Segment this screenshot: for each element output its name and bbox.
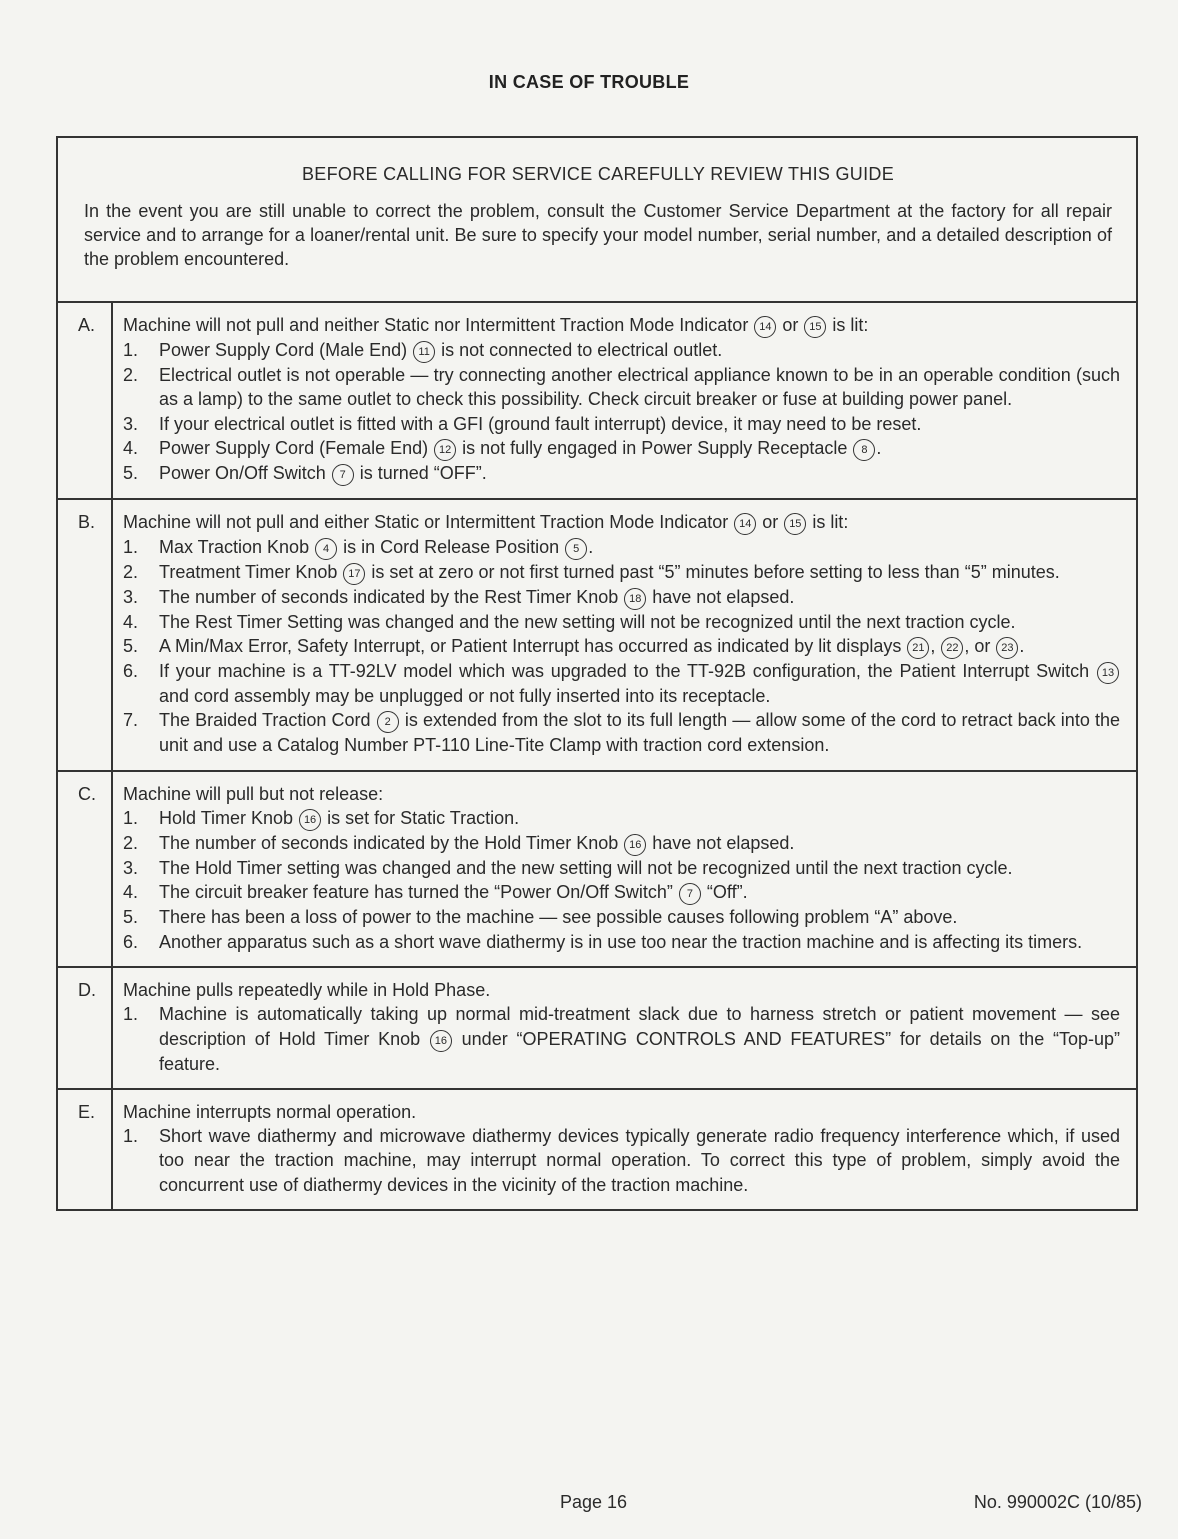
cause-text: Max Traction Knob 4 is in Cord Release Position 5 . [159, 535, 1120, 560]
cause-number: 1. [123, 340, 139, 360]
cause-item [123, 436, 1120, 461]
section-heading: Machine will not pull and either Static or Intermittent Traction Mode Indicator 14 or 15 is lit: [123, 510, 1120, 535]
intro-text: In the event you are still unable to correct the problem, consult the Customer Service Department at the factory for all repair service and to arrange for a loaner/rental unit. Be sure to specify your model number, serial number, and a detailed description of the problem encountered. [84, 201, 1112, 269]
cause-text: Power Supply Cord (Male End) 11 is not connected to electrical outlet. [159, 338, 1120, 363]
cause-text: Short wave diathermy and microwave diathermy devices typically generate radio frequency interference which, if used too near the traction machine, may interrupt normal operation. To correct this type of problem, simply avoid the concurrent use of diathermy devices in the vicinity of the traction machine. [159, 1126, 1120, 1195]
callout-number-icon: 16 [430, 1030, 452, 1052]
callout-number-icon: 7 [332, 464, 354, 486]
cause-number: 4. [123, 611, 139, 632]
callout-number-icon: 16 [624, 834, 646, 856]
cause-item [123, 806, 1120, 831]
page-title: IN CASE OF TROUBLE [488, 72, 690, 92]
callout-number-icon: 7 [679, 883, 701, 905]
cause-number: 2. [123, 365, 139, 385]
cause-list [123, 338, 1120, 486]
callout-number-icon: 14 [734, 513, 756, 535]
cause-text: Treatment Timer Knob 17 is set at zero or not first turned past “5” minutes before setting to less than “5” minutes. [159, 560, 1120, 585]
cause-text: The Hold Timer setting was changed and the new setting will not be recognized until the next traction cycle. [159, 858, 1013, 879]
callout-number-icon: 2 [377, 711, 399, 733]
problem-section [58, 303, 1136, 500]
problem-section [58, 968, 1136, 1090]
cause-text: Hold Timer Knob 16 is set for Static Traction. [159, 806, 1120, 831]
cause-item [123, 856, 1120, 880]
cause-number: 1. [123, 1004, 139, 1025]
callout-number-icon: 17 [343, 563, 365, 585]
cause-item [123, 1002, 1120, 1076]
cause-text: Power Supply Cord (Female End) 12 is not fully engaged in Power Supply Receptacle 8 . [159, 436, 1120, 461]
cause-text: The number of seconds indicated by the Hold Timer Knob 16 have not elapsed. [159, 831, 1120, 856]
cause-number: 5. [123, 462, 139, 483]
cause-text: Power On/Off Switch 7 is turned “OFF”. [159, 461, 1120, 486]
section-heading: Machine interrupts normal operation. [123, 1101, 417, 1122]
cause-number: 3. [123, 858, 139, 879]
callout-number-icon: 12 [434, 439, 456, 461]
callout-number-icon: 21 [907, 637, 929, 659]
cause-text: The Braided Traction Cord 2 is extended from the slot to its full length — allow some of the cord to retract back into the unit and use a Catalog Number PT-110 Line-Tite Clamp with traction cord extension. [159, 710, 1121, 756]
cause-text: The circuit breaker feature has turned the “Power On/Off Switch” 7 “Off”. [159, 880, 1120, 905]
cause-number: 7. [123, 710, 139, 731]
callout-number-icon: 13 [1097, 662, 1119, 684]
callout-number-icon: 11 [413, 341, 435, 363]
cause-number: 1. [123, 808, 139, 829]
cause-item [123, 585, 1120, 610]
callout-number-icon: 18 [624, 588, 646, 610]
cause-number: 1. [123, 1126, 139, 1147]
cause-item [123, 831, 1120, 856]
cause-item [123, 535, 1120, 560]
cause-item [123, 659, 1120, 708]
cause-text: Another apparatus such as a short wave diathermy is in use too near the traction machine and is affecting its timers. [159, 931, 1083, 952]
cause-item [123, 560, 1120, 585]
cause-number: 4. [123, 882, 139, 903]
cause-number: 4. [123, 437, 139, 458]
cause-item [123, 412, 1120, 436]
document-number: No. 990002C (10/85) [973, 1492, 1142, 1512]
cause-item [123, 338, 1120, 363]
cause-list [123, 806, 1120, 954]
cause-text: The number of seconds indicated by the Rest Timer Knob 18 have not elapsed. [159, 585, 1120, 610]
section-letter: C. [58, 772, 113, 966]
cause-item [123, 634, 1120, 659]
cause-item [123, 1124, 1120, 1197]
cause-item [123, 708, 1120, 757]
section-body [113, 772, 1136, 966]
section-body [113, 968, 1136, 1088]
cause-number: 3. [123, 586, 139, 607]
cause-text: The Rest Timer Setting was changed and the new setting will not be recognized until the next traction cycle. [159, 611, 1016, 632]
cause-item [123, 880, 1120, 905]
section-letter: E. [58, 1090, 113, 1209]
callout-number-icon: 15 [804, 316, 826, 338]
callout-number-icon: 4 [315, 538, 337, 560]
cause-list [123, 1002, 1120, 1076]
cause-number: 2. [123, 833, 139, 854]
cause-number: 6. [123, 661, 139, 682]
problem-section [58, 1090, 1136, 1209]
problem-section [58, 500, 1136, 772]
callout-number-icon: 15 [784, 513, 806, 535]
cause-item [123, 610, 1120, 634]
cause-text: Machine is automatically taking up normal mid-treatment slack due to harness stretch or patient movement — see description of Hold Timer Knob 16 under “OPERATING CONTROLS AND FEATURES” for details on the “Top-up” feature. [159, 1004, 1120, 1074]
cause-number: 6. [123, 931, 139, 952]
cause-item [123, 930, 1120, 954]
cause-number: 3. [123, 413, 139, 434]
callout-number-icon: 22 [941, 637, 963, 659]
problem-sections [58, 303, 1136, 1209]
section-letter: D. [58, 968, 113, 1088]
cause-number: 2. [123, 561, 139, 582]
cause-number: 5. [123, 636, 139, 657]
cause-text: There has been a loss of power to the machine — see possible causes following problem “A” above. [159, 907, 958, 928]
problem-section [58, 772, 1136, 968]
section-letter: B. [58, 500, 113, 770]
cause-number: 1. [123, 536, 139, 557]
troubleshooting-guide [56, 136, 1138, 1211]
cause-text: If your machine is a TT-92LV model which was upgraded to the TT-92B configuration, the Patient Interrupt Switch 13 and cord assembly may be unplugged or not fully inserted into its receptacle. [159, 659, 1120, 708]
cause-number: 5. [123, 907, 139, 928]
cause-text: If your electrical outlet is fitted with a GFI (ground fault interrupt) device, it may need to be reset. [159, 413, 922, 434]
section-body [113, 500, 1136, 770]
callout-number-icon: 23 [996, 637, 1018, 659]
intro-heading: BEFORE CALLING FOR SERVICE CAREFULLY REVIEW THIS GUIDE [302, 164, 894, 184]
callout-number-icon: 5 [565, 538, 587, 560]
section-heading: Machine will pull but not release: [123, 783, 384, 804]
cause-list [123, 535, 1120, 758]
page-number: Page 16 [560, 1492, 628, 1512]
callout-number-icon: 14 [754, 316, 776, 338]
section-body [113, 303, 1136, 498]
cause-item [123, 461, 1120, 486]
callout-number-icon: 16 [299, 809, 321, 831]
cause-text: A Min/Max Error, Safety Interrupt, or Patient Interrupt has occurred as indicated by lit displays 21 , 22 , or 23 . [159, 634, 1120, 659]
section-heading: Machine will not pull and neither Static nor Intermittent Traction Mode Indicator 14 or 15 is lit: [123, 313, 1120, 338]
callout-number-icon: 8 [853, 439, 875, 461]
cause-item [123, 363, 1120, 412]
section-heading: Machine pulls repeatedly while in Hold Phase. [123, 979, 491, 1000]
cause-text: Electrical outlet is not operable — try connecting another electrical appliance known to be in an operable condition (such as a lamp) to the same outlet to check this possibility. Check circuit breaker or fuse at building power panel. [159, 365, 1120, 410]
intro-block [58, 138, 1136, 303]
section-body [113, 1090, 1136, 1209]
section-letter: A. [58, 303, 113, 498]
cause-item [123, 905, 1120, 929]
cause-list [123, 1124, 1120, 1197]
